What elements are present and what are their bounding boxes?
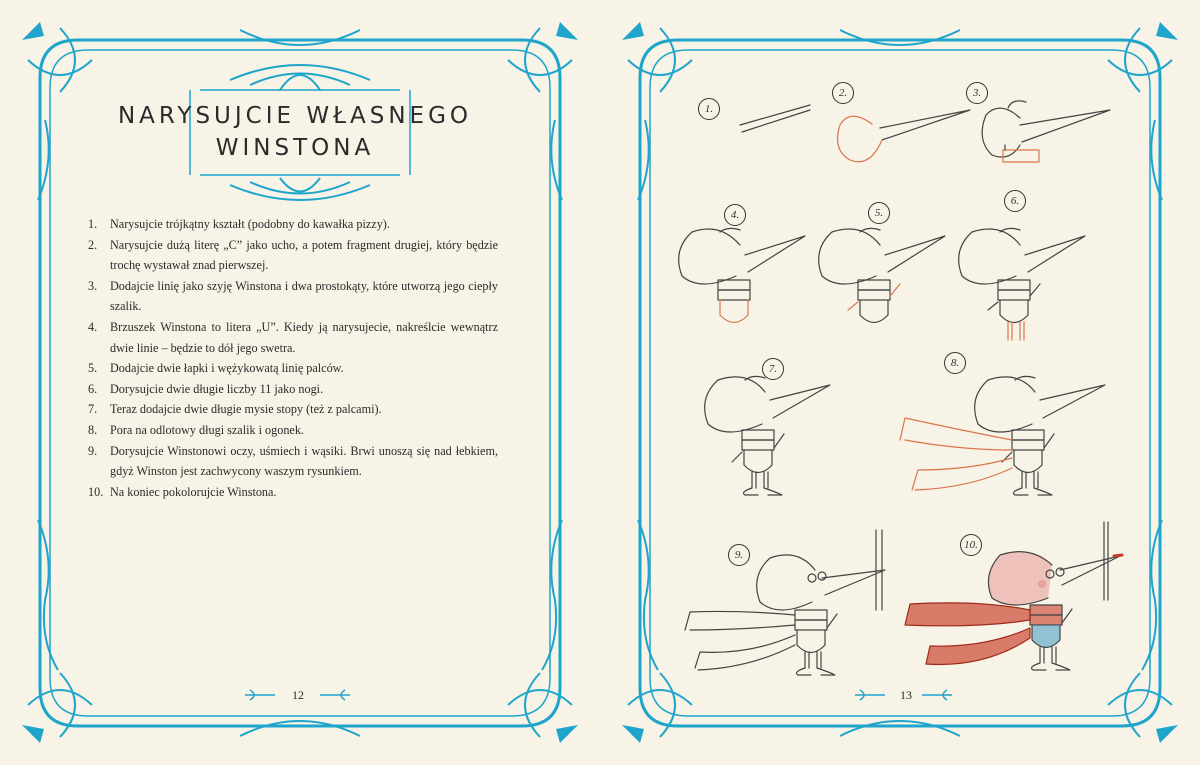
drawing-step-7	[705, 376, 830, 495]
drawing-step-8	[900, 376, 1105, 495]
list-item: 3. Dodajcie linię jako szyję Winstona i dwa prostokąty, które utworzą jego ciepły szalik.	[88, 278, 498, 314]
list-item: 7. Teraz dodajcie dwie długie mysie stopy (też z palcami).	[88, 402, 382, 417]
step-label-2: 2.	[832, 82, 854, 104]
page-number-right: 13	[900, 688, 912, 702]
list-item: 10. Na koniec pokolorujcie Winstona.	[88, 484, 277, 499]
step-label-1: 1.	[698, 98, 720, 120]
list-item: 5. Dodajcie dwie łapki i wężykowatą linię palców.	[88, 361, 344, 376]
list-item: 4. Brzuszek Winstona to litera „U”. Kiedy ją narysujecie, nakreślcie wewnątrz dwie linie – będzie to dół jego swetra.	[88, 319, 498, 355]
drawing-step-1	[740, 105, 810, 132]
right-page	[600, 0, 1200, 765]
list-item: 9. Dorysujcie Winstonowi oczy, uśmiech i wąsiki. Brwi unoszą się nad łebkiem, gdyż Winston jest zachwycony waszym rysunkiem.	[88, 443, 498, 479]
drawing-step-4	[679, 228, 805, 322]
step-label-10: 10.	[960, 534, 982, 556]
step-label-6: 6.	[1004, 190, 1026, 212]
page-number-left: 12	[292, 688, 304, 702]
title-line-1: NARYSUJCIE WŁASNEGO	[117, 103, 473, 129]
drawing-step-10	[905, 522, 1122, 670]
step-label-4: 4.	[724, 204, 746, 226]
page-title	[95, 100, 495, 164]
ornamental-frame	[600, 0, 1200, 765]
drawing-step-2	[838, 110, 970, 162]
title-line-2: WINSTONA	[215, 135, 375, 161]
step-label-9: 9.	[728, 544, 750, 566]
list-item: 6. Dorysujcie dwie długie liczby 11 jako nogi.	[88, 381, 324, 396]
drawing-step-9	[685, 530, 885, 675]
list-item: 8. Pora na odlotowy długi szalik i ogonek.	[88, 422, 304, 437]
step-label-5: 5.	[868, 202, 890, 224]
step-label-3: 3.	[966, 82, 988, 104]
drawing-step-5	[819, 228, 945, 322]
drawing-step-6	[959, 228, 1085, 340]
list-item: 1. Narysujcie trójkątny kształt (podobny do kawałka pizzy).	[88, 217, 390, 231]
step-label-8: 8.	[944, 352, 966, 374]
drawing-step-3	[982, 101, 1110, 162]
step-label-7: 7.	[762, 358, 784, 380]
instructions-list	[88, 214, 498, 502]
list-item: 2. Narysujcie dużą literę „C” jako ucho, a potem fragment drugiej, który będzie trochę wystawał znad pierwszej.	[88, 237, 498, 273]
